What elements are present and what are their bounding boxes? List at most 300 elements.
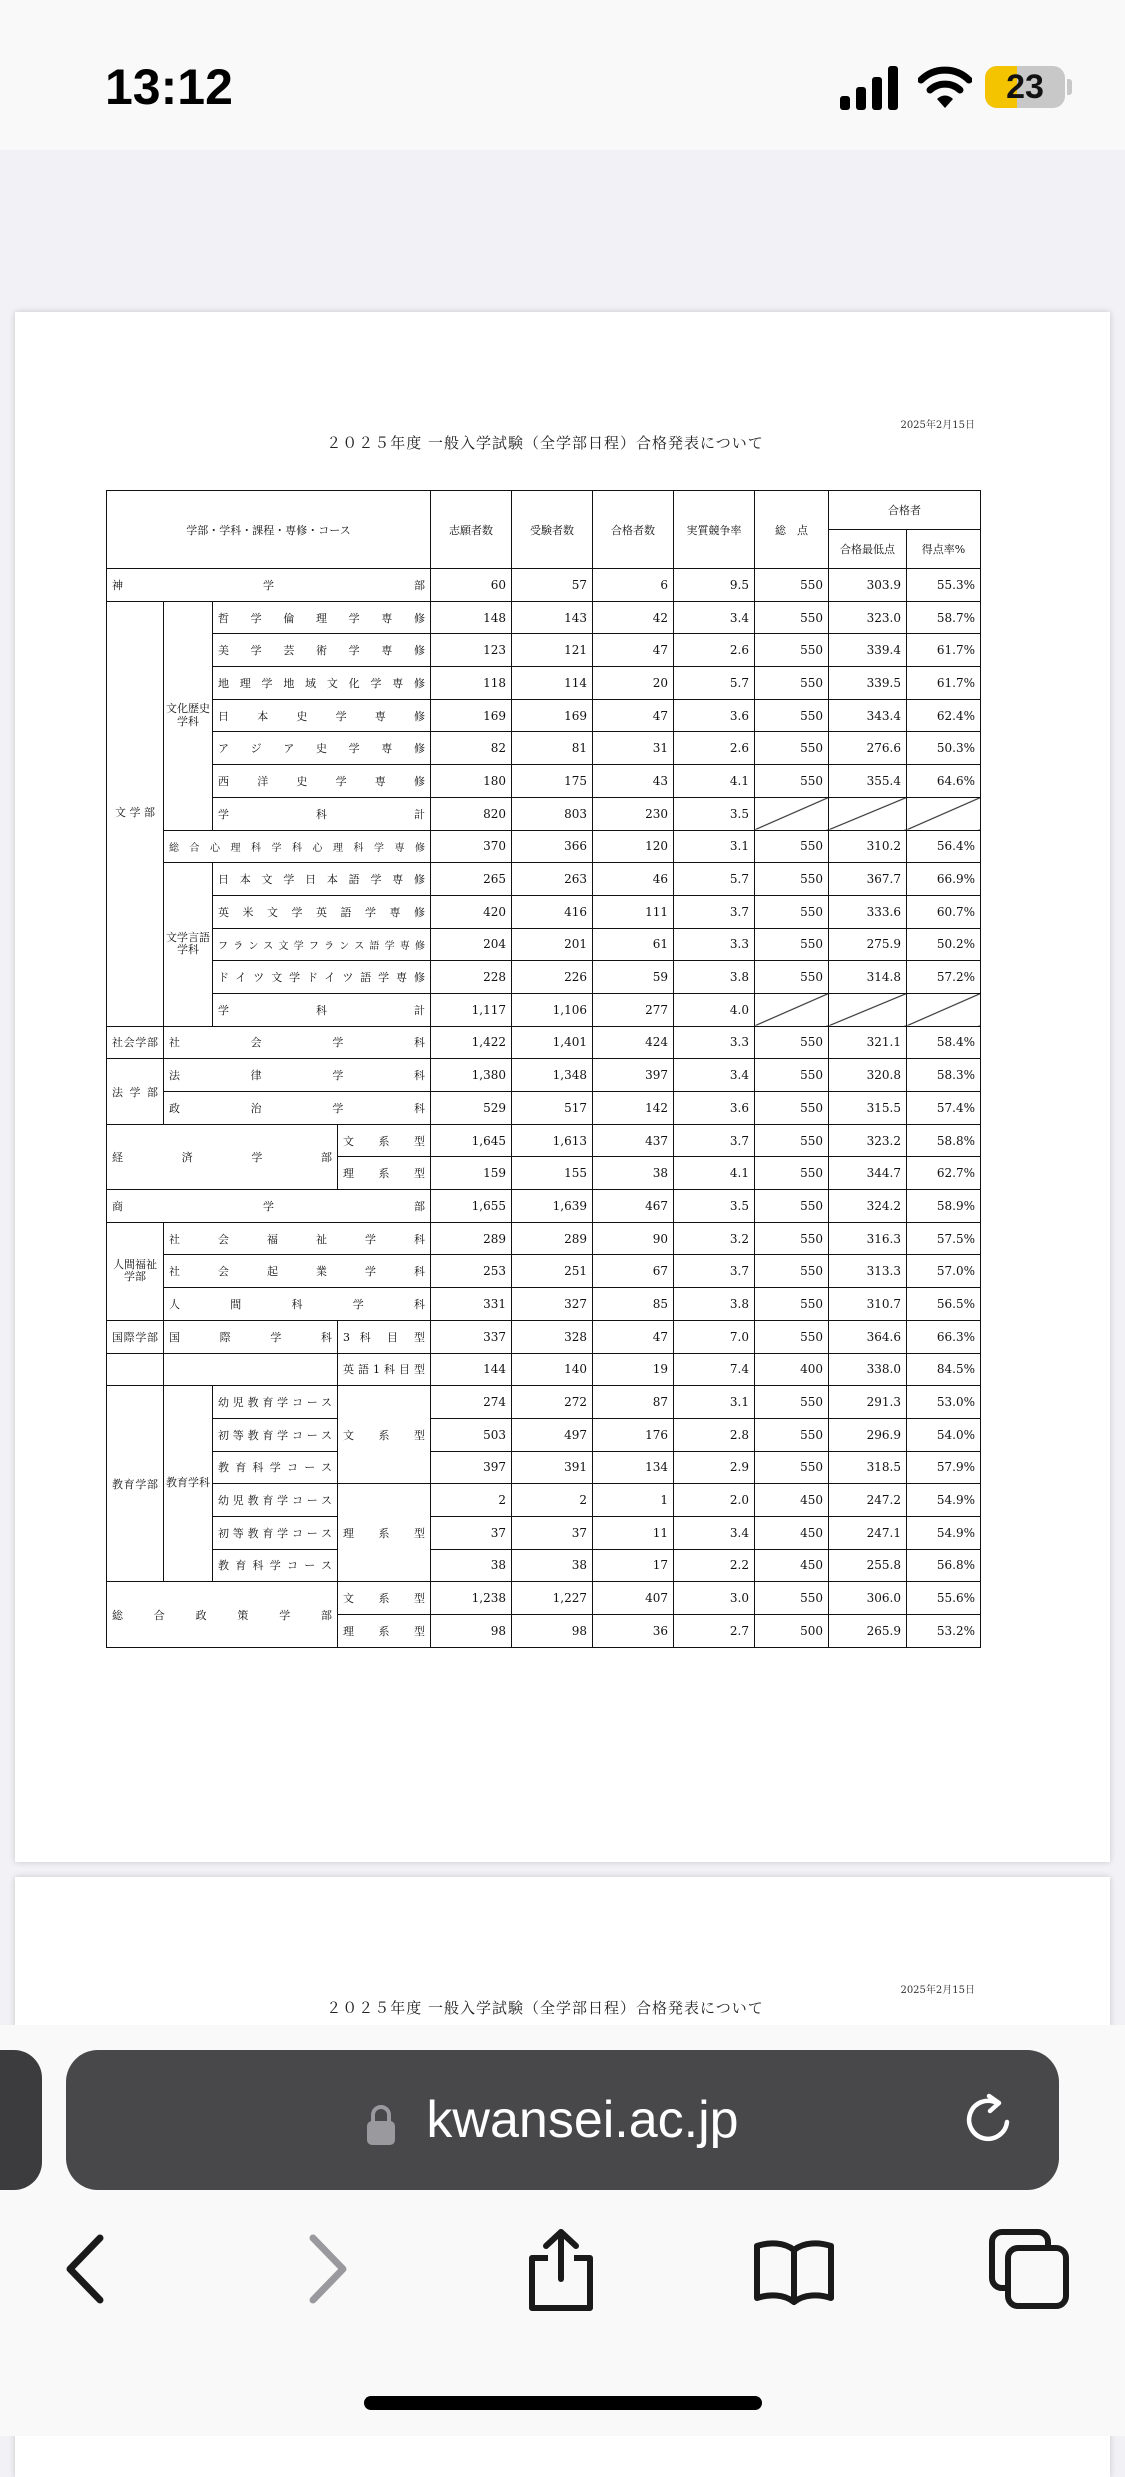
score-rate-cell: 57.5% xyxy=(907,1222,981,1255)
applicants-cell: 397 xyxy=(431,1451,512,1484)
total-cell: 550 xyxy=(755,1386,829,1419)
ratio-cell: 3.0 xyxy=(674,1582,755,1615)
passers-cell: 59 xyxy=(593,961,674,994)
applicants-cell: 148 xyxy=(431,601,512,634)
examinees-cell: 37 xyxy=(512,1516,593,1549)
total-cell: 550 xyxy=(755,1582,829,1615)
header-applicants: 志願者数 xyxy=(431,491,512,569)
score-rate-cell: 66.9% xyxy=(907,863,981,896)
examinees-cell: 1,227 xyxy=(512,1582,593,1615)
total-cell: 550 xyxy=(755,1255,829,1288)
examinees-cell: 155 xyxy=(512,1157,593,1190)
total-cell: 550 xyxy=(755,667,829,700)
min-score-cell: 344.7 xyxy=(829,1157,907,1190)
examinees-cell: 517 xyxy=(512,1092,593,1125)
ratio-cell: 3.1 xyxy=(674,830,755,863)
examinees-cell: 1,401 xyxy=(512,1026,593,1059)
cellular-signal-icon xyxy=(840,66,900,110)
examinees-cell: 1,613 xyxy=(512,1124,593,1157)
applicants-cell: 118 xyxy=(431,667,512,700)
min-score-cell: 310.7 xyxy=(829,1288,907,1321)
ratio-cell: 3.5 xyxy=(674,1190,755,1223)
row-label: 文 系 型 xyxy=(338,1582,431,1615)
share-icon[interactable] xyxy=(516,2224,606,2314)
min-score-cell: 255.8 xyxy=(829,1549,907,1582)
applicants-cell: 1,238 xyxy=(431,1582,512,1615)
ratio-cell: 3.7 xyxy=(674,1124,755,1157)
document-date: 2025年2月15日 xyxy=(900,420,975,431)
examinees-cell: 2 xyxy=(512,1484,593,1517)
table-row xyxy=(107,634,981,667)
applicants-cell: 123 xyxy=(431,634,512,667)
applicants-cell: 503 xyxy=(431,1418,512,1451)
total-cell: 450 xyxy=(755,1549,829,1582)
header-passers-group: 合格者 xyxy=(829,491,981,530)
back-icon[interactable] xyxy=(40,2224,130,2314)
table-row xyxy=(107,1124,981,1157)
applicants-cell: 98 xyxy=(431,1615,512,1648)
row-label: 哲 学 倫 理 学 専 修 xyxy=(213,601,431,634)
passers-cell: 61 xyxy=(593,928,674,961)
examinees-cell: 201 xyxy=(512,928,593,961)
row-label: 理 系 型 xyxy=(338,1157,431,1190)
table-row xyxy=(107,895,981,928)
row-label: 日本文学日本語学専修 xyxy=(213,863,431,896)
passers-cell: 47 xyxy=(593,634,674,667)
passers-cell: 38 xyxy=(593,1157,674,1190)
passers-cell: 46 xyxy=(593,863,674,896)
applicants-cell: 37 xyxy=(431,1516,512,1549)
row-label: 社 会 起 業 学 科 xyxy=(164,1255,431,1288)
row-label: ア ジ ア 史 学 専 修 xyxy=(213,732,431,765)
total-cell: 550 xyxy=(755,732,829,765)
table-row xyxy=(107,1320,981,1353)
passers-cell: 47 xyxy=(593,1320,674,1353)
applicants-cell: 1,422 xyxy=(431,1026,512,1059)
min-score-cell: 316.3 xyxy=(829,1222,907,1255)
ratio-cell: 4.0 xyxy=(674,993,755,1026)
total-cell: 550 xyxy=(755,765,829,798)
row-label xyxy=(164,1353,338,1386)
ratio-cell: 3.8 xyxy=(674,1288,755,1321)
ratio-cell: 2.9 xyxy=(674,1451,755,1484)
total-cell: 550 xyxy=(755,928,829,961)
examinees-cell: 328 xyxy=(512,1320,593,1353)
score-rate-cell: 57.4% xyxy=(907,1092,981,1125)
min-score-cell: 338.0 xyxy=(829,1353,907,1386)
score-rate-cell: 61.7% xyxy=(907,634,981,667)
row-label: 美 学 芸 術 学 専 修 xyxy=(213,634,431,667)
dept-group-label: 文学言語学科 xyxy=(164,863,213,1026)
slash-cell xyxy=(755,797,829,830)
score-rate-cell: 84.5% xyxy=(907,1353,981,1386)
min-score-cell: 275.9 xyxy=(829,928,907,961)
score-rate-cell: 56.8% xyxy=(907,1549,981,1582)
passers-cell: 230 xyxy=(593,797,674,830)
row-label: 西 洋 史 学 専 修 xyxy=(213,765,431,798)
table-row xyxy=(107,732,981,765)
min-score-cell: 306.0 xyxy=(829,1582,907,1615)
row-label: 国 際 学 科 xyxy=(164,1320,338,1353)
examinees-cell: 98 xyxy=(512,1615,593,1648)
slash-cell xyxy=(907,797,981,830)
reload-icon[interactable] xyxy=(961,2092,1017,2148)
min-score-cell: 333.6 xyxy=(829,895,907,928)
passers-cell: 43 xyxy=(593,765,674,798)
score-rate-cell: 56.5% xyxy=(907,1288,981,1321)
examinees-cell: 169 xyxy=(512,699,593,732)
row-label: 地理学地域文化学専修 xyxy=(213,667,431,700)
ratio-cell: 3.3 xyxy=(674,1026,755,1059)
applicants-cell: 204 xyxy=(431,928,512,961)
ratio-cell: 2.7 xyxy=(674,1615,755,1648)
applicants-cell: 169 xyxy=(431,699,512,732)
row-label: 3 科 目 型 xyxy=(338,1320,431,1353)
row-label: 政 治 学 科 xyxy=(164,1092,431,1125)
passers-cell: 467 xyxy=(593,1190,674,1223)
table-row xyxy=(107,1092,981,1125)
min-score-cell: 343.4 xyxy=(829,699,907,732)
total-cell: 550 xyxy=(755,1451,829,1484)
examinees-cell: 1,106 xyxy=(512,993,593,1026)
passers-cell: 47 xyxy=(593,699,674,732)
table-row xyxy=(107,569,981,602)
applicants-cell: 337 xyxy=(431,1320,512,1353)
total-cell: 550 xyxy=(755,601,829,634)
total-cell: 550 xyxy=(755,1026,829,1059)
ratio-cell: 3.6 xyxy=(674,699,755,732)
ratio-cell: 7.4 xyxy=(674,1353,755,1386)
row-label: 教育科学コース xyxy=(213,1451,338,1484)
applicants-cell: 370 xyxy=(431,830,512,863)
ratio-cell: 2.6 xyxy=(674,634,755,667)
score-rate-cell: 54.0% xyxy=(907,1418,981,1451)
passers-cell: 134 xyxy=(593,1451,674,1484)
table-row xyxy=(107,830,981,863)
results-table xyxy=(106,490,981,1648)
header-dept: 学部・学科・課程・専修・コース xyxy=(107,491,431,569)
examinees-cell: 38 xyxy=(512,1549,593,1582)
examinees-cell: 263 xyxy=(512,863,593,896)
row-label: 経 済 学 部 xyxy=(107,1124,338,1189)
applicants-cell: 60 xyxy=(431,569,512,602)
min-score-cell: 303.9 xyxy=(829,569,907,602)
row-label: 教育科学コース xyxy=(213,1549,338,1582)
score-rate-cell: 55.3% xyxy=(907,569,981,602)
min-score-cell: 339.4 xyxy=(829,634,907,667)
score-rate-cell: 50.2% xyxy=(907,928,981,961)
slash-cell xyxy=(829,993,907,1026)
score-rate-cell: 50.3% xyxy=(907,732,981,765)
min-score-cell: 291.3 xyxy=(829,1386,907,1419)
table-row xyxy=(107,1222,981,1255)
table-row xyxy=(107,1026,981,1059)
row-label: 社 会 福 祉 学 科 xyxy=(164,1222,431,1255)
examinees-cell: 251 xyxy=(512,1255,593,1288)
total-cell: 550 xyxy=(755,1157,829,1190)
pdf-page[interactable] xyxy=(15,312,1110,1862)
min-score-cell: 321.1 xyxy=(829,1026,907,1059)
faculty-label: 文 学 部 xyxy=(107,601,164,1026)
score-rate-cell: 61.7% xyxy=(907,667,981,700)
applicants-cell: 144 xyxy=(431,1353,512,1386)
ratio-cell: 2.0 xyxy=(674,1484,755,1517)
passers-cell: 42 xyxy=(593,601,674,634)
min-score-cell: 367.7 xyxy=(829,863,907,896)
total-cell: 550 xyxy=(755,1092,829,1125)
ratio-cell: 2.8 xyxy=(674,1418,755,1451)
clock: 13:12 xyxy=(105,59,233,115)
table-row xyxy=(107,1353,981,1386)
applicants-cell: 1,117 xyxy=(431,993,512,1026)
results-table-body xyxy=(107,569,981,1648)
dept-group-label: 文化歴史学科 xyxy=(164,601,213,830)
table-row xyxy=(107,1582,981,1615)
passers-cell: 20 xyxy=(593,667,674,700)
min-score-cell: 318.5 xyxy=(829,1451,907,1484)
slash-cell xyxy=(907,993,981,1026)
ratio-cell: 4.1 xyxy=(674,1157,755,1190)
row-label: 文 系 型 xyxy=(338,1124,431,1157)
examinees-cell: 391 xyxy=(512,1451,593,1484)
table-row xyxy=(107,1386,981,1419)
score-rate-cell: 64.6% xyxy=(907,765,981,798)
examinees-cell: 272 xyxy=(512,1386,593,1419)
total-cell: 550 xyxy=(755,830,829,863)
row-label: 日 本 史 学 専 修 xyxy=(213,699,431,732)
table-row xyxy=(107,1516,981,1549)
total-cell: 550 xyxy=(755,895,829,928)
passers-cell: 424 xyxy=(593,1026,674,1059)
applicants-cell: 253 xyxy=(431,1255,512,1288)
row-label: 総 合 政 策 学 部 xyxy=(107,1582,338,1647)
table-row xyxy=(107,1484,981,1517)
applicants-cell: 1,645 xyxy=(431,1124,512,1157)
row-label: 人 間 科 学 科 xyxy=(164,1288,431,1321)
min-score-cell: 313.3 xyxy=(829,1255,907,1288)
passers-cell: 31 xyxy=(593,732,674,765)
examinees-cell: 57 xyxy=(512,569,593,602)
row-label: 初等教育学コース xyxy=(213,1418,338,1451)
examinees-cell: 226 xyxy=(512,961,593,994)
score-rate-cell: 54.9% xyxy=(907,1484,981,1517)
total-cell: 450 xyxy=(755,1484,829,1517)
passers-cell: 1 xyxy=(593,1484,674,1517)
previous-tab-preview[interactable] xyxy=(0,2050,42,2190)
examinees-cell: 143 xyxy=(512,601,593,634)
document-date-2: 2025年2月15日 xyxy=(900,1985,975,1996)
score-rate-cell: 54.9% xyxy=(907,1516,981,1549)
row-label: 英米文学英語学専修 xyxy=(213,895,431,928)
table-row xyxy=(107,601,981,634)
passers-cell: 17 xyxy=(593,1549,674,1582)
passers-cell: 85 xyxy=(593,1288,674,1321)
examinees-cell: 416 xyxy=(512,895,593,928)
score-rate-cell: 58.4% xyxy=(907,1026,981,1059)
min-score-cell: 265.9 xyxy=(829,1615,907,1648)
row-label: 学 科 計 xyxy=(213,993,431,1026)
score-rate-cell: 58.8% xyxy=(907,1124,981,1157)
table-row xyxy=(107,667,981,700)
row-label: 理 系 型 xyxy=(338,1484,431,1582)
ratio-cell: 5.7 xyxy=(674,863,755,896)
total-cell: 550 xyxy=(755,1288,829,1321)
score-rate-cell: 55.6% xyxy=(907,1582,981,1615)
passers-cell: 120 xyxy=(593,830,674,863)
min-score-cell: 320.8 xyxy=(829,1059,907,1092)
status-bar xyxy=(0,0,1125,150)
header-min-score: 合格最低点 xyxy=(829,530,907,569)
total-cell: 400 xyxy=(755,1353,829,1386)
total-cell: 500 xyxy=(755,1615,829,1648)
home-indicator xyxy=(364,2396,762,2410)
total-cell: 550 xyxy=(755,1222,829,1255)
wifi-icon xyxy=(918,62,972,110)
passers-cell: 111 xyxy=(593,895,674,928)
row-label: 幼児教育学コース xyxy=(213,1386,338,1419)
applicants-cell: 228 xyxy=(431,961,512,994)
forward-icon[interactable] xyxy=(283,2224,373,2314)
passers-cell: 142 xyxy=(593,1092,674,1125)
applicants-cell: 274 xyxy=(431,1386,512,1419)
battery-icon xyxy=(985,66,1065,108)
total-cell: 550 xyxy=(755,1418,829,1451)
ratio-cell: 3.7 xyxy=(674,1255,755,1288)
passers-cell: 67 xyxy=(593,1255,674,1288)
total-cell: 550 xyxy=(755,1190,829,1223)
total-cell: 550 xyxy=(755,634,829,667)
total-cell: 550 xyxy=(755,699,829,732)
table-row xyxy=(107,765,981,798)
row-label: 人間福祉学部 xyxy=(107,1222,164,1320)
score-rate-cell: 58.3% xyxy=(907,1059,981,1092)
examinees-cell: 114 xyxy=(512,667,593,700)
passers-cell: 277 xyxy=(593,993,674,1026)
passers-cell: 397 xyxy=(593,1059,674,1092)
examinees-cell: 1,348 xyxy=(512,1059,593,1092)
min-score-cell: 276.6 xyxy=(829,732,907,765)
applicants-cell: 529 xyxy=(431,1092,512,1125)
passers-cell: 36 xyxy=(593,1615,674,1648)
applicants-cell: 1,655 xyxy=(431,1190,512,1223)
examinees-cell: 175 xyxy=(512,765,593,798)
row-label: 教育学科 xyxy=(164,1386,213,1582)
bookmarks-icon[interactable] xyxy=(749,2224,839,2314)
ratio-cell: 3.4 xyxy=(674,1059,755,1092)
examinees-cell: 81 xyxy=(512,732,593,765)
score-rate-cell: 57.9% xyxy=(907,1451,981,1484)
table-row xyxy=(107,863,981,896)
applicants-cell: 159 xyxy=(431,1157,512,1190)
document-title: ２０２５年度 一般入学試験（全学部日程）合格発表について xyxy=(326,434,764,452)
min-score-cell: 355.4 xyxy=(829,765,907,798)
ratio-cell: 7.0 xyxy=(674,1320,755,1353)
total-cell: 550 xyxy=(755,1320,829,1353)
applicants-cell: 289 xyxy=(431,1222,512,1255)
header-total: 総 点 xyxy=(755,491,829,569)
passers-cell: 87 xyxy=(593,1386,674,1419)
min-score-cell: 364.6 xyxy=(829,1320,907,1353)
min-score-cell: 323.0 xyxy=(829,601,907,634)
score-rate-cell: 62.7% xyxy=(907,1157,981,1190)
examinees-cell: 121 xyxy=(512,634,593,667)
slash-cell xyxy=(829,797,907,830)
applicants-cell: 265 xyxy=(431,863,512,896)
score-rate-cell: 53.0% xyxy=(907,1386,981,1419)
row-label: 教育学部 xyxy=(107,1386,164,1582)
score-rate-cell: 62.4% xyxy=(907,699,981,732)
slash-cell xyxy=(755,993,829,1026)
ratio-cell: 5.7 xyxy=(674,667,755,700)
row-label: 初等教育学コース xyxy=(213,1516,338,1549)
passers-cell: 176 xyxy=(593,1418,674,1451)
min-score-cell: 315.5 xyxy=(829,1092,907,1125)
row-label: ドイツ文学ドイツ語学専修 xyxy=(213,961,431,994)
table-row xyxy=(107,1288,981,1321)
total-cell: 450 xyxy=(755,1516,829,1549)
row-label xyxy=(107,1353,164,1386)
applicants-cell: 420 xyxy=(431,895,512,928)
examinees-cell: 327 xyxy=(512,1288,593,1321)
examinees-cell: 140 xyxy=(512,1353,593,1386)
min-score-cell: 247.2 xyxy=(829,1484,907,1517)
applicants-cell: 2 xyxy=(431,1484,512,1517)
passers-cell: 407 xyxy=(593,1582,674,1615)
score-rate-cell: 60.7% xyxy=(907,895,981,928)
tabs-icon[interactable] xyxy=(984,2224,1074,2314)
ratio-cell: 3.1 xyxy=(674,1386,755,1419)
min-score-cell: 310.2 xyxy=(829,830,907,863)
row-label: 商 学 部 xyxy=(107,1190,431,1223)
applicants-cell: 82 xyxy=(431,732,512,765)
applicants-cell: 331 xyxy=(431,1288,512,1321)
battery-level: 23 xyxy=(1006,68,1044,106)
score-rate-cell: 53.2% xyxy=(907,1615,981,1648)
table-row xyxy=(107,1255,981,1288)
address-bar[interactable] xyxy=(66,2050,1059,2190)
ratio-cell: 3.4 xyxy=(674,601,755,634)
score-rate-cell: 58.9% xyxy=(907,1190,981,1223)
score-rate-cell: 57.2% xyxy=(907,961,981,994)
total-cell: 550 xyxy=(755,569,829,602)
url-text[interactable]: kwansei.ac.jp xyxy=(426,2091,739,2149)
table-row xyxy=(107,1418,981,1451)
row-label: フランス文学フランス語学専修 xyxy=(213,928,431,961)
passers-cell: 6 xyxy=(593,569,674,602)
score-rate-cell: 58.7% xyxy=(907,601,981,634)
table-row xyxy=(107,928,981,961)
score-rate-cell: 56.4% xyxy=(907,830,981,863)
row-label: 理 系 型 xyxy=(338,1615,431,1648)
score-rate-cell: 66.3% xyxy=(907,1320,981,1353)
examinees-cell: 366 xyxy=(512,830,593,863)
ratio-cell: 2.6 xyxy=(674,732,755,765)
row-label: 国際学部 xyxy=(107,1320,164,1353)
row-label: 法 律 学 科 xyxy=(164,1059,431,1092)
table-row xyxy=(107,1059,981,1092)
row-label: 総 合 心 理 科 学 科 心 理 科 学 専 修 xyxy=(164,830,431,863)
total-cell: 550 xyxy=(755,961,829,994)
table-row xyxy=(107,1451,981,1484)
applicants-cell: 180 xyxy=(431,765,512,798)
row-label: 社会学部 xyxy=(107,1026,164,1059)
row-label: 幼児教育学コース xyxy=(213,1484,338,1517)
row-label: 神 学 部 xyxy=(107,569,431,602)
min-score-cell: 323.2 xyxy=(829,1124,907,1157)
score-rate-cell: 57.0% xyxy=(907,1255,981,1288)
min-score-cell: 296.9 xyxy=(829,1418,907,1451)
row-label: 文 系 型 xyxy=(338,1386,431,1484)
